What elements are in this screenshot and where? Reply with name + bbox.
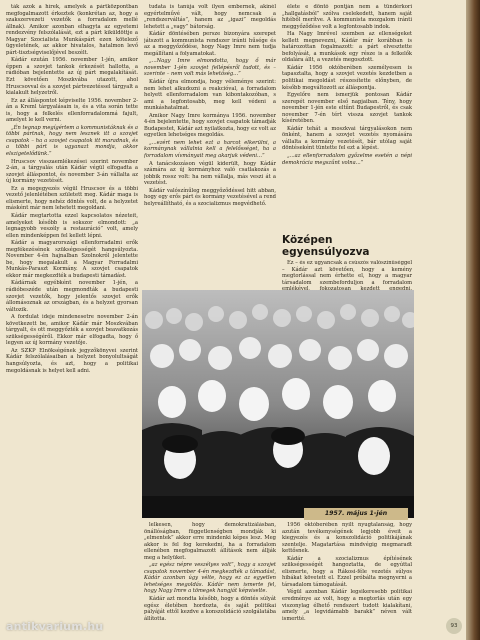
paragraph: Ha Nagy Imrével szemben az ellenségeket kellett megnevezni, Kádár már korábban is határozottan fogalmazott: a párt elvesztette befolyását, a munkások egy része is a felkelők oldalára állt, a vezetés megosztott.	[282, 31, 412, 64]
paragraph: 1956 októberében nyílt nyugtalanság, hogy azután tevékenységének legjobb éveit a kiegyezés és a konszolidáció politikájának szentelje. Magatartása mindvégig megmaradt kettősnek.	[282, 522, 412, 555]
paragraph: Egyelőre nem ismerjük pontosan Kádár szerepét november első napjaiban. Tény, hogy november 1-jén este eltűnt Budapestről, és csak november 7-én tért vissza szovjet tankok kíséretében.	[282, 92, 412, 125]
paragraph: Kádár 1956 októberében személyesen is tapasztalta, hogy a szovjet vezetés kezdetben a politikai megoldást részesítette előnyben, de később megváltozott az álláspontja.	[282, 64, 412, 91]
paragraph: Kádár azt mondta később, hogy a döntés súlyát egész életében hordozta, és saját politikai pályáját ettől kezdve a konszolidáció szolgálatába állította.	[144, 596, 276, 622]
paragraph: Hruscsov visszaemlékezései szerint november 2-án, a tárgyalás után Kádár végül elfogadta a szovjet álláspontot, és november 3-án vállalta az új kormány vezetését.	[6, 158, 138, 185]
paragraph: tudata is tanúja volt ilyen embernek, akinél egyértelművé vált, hogy nemcsak a „rendszerváltás”, hanem az „igazi” megoldás lehetett a „vagy” bátorság.	[144, 4, 276, 30]
paragraph: Kádár a szocializmus építésének szükségességét hangoztatta, de egyúttal elismerte, hogy a Rákosi-féle vezetés súlyos hibákat követett el. Ezzel próbálta megnyerni a társadalom támogatását.	[282, 555, 412, 588]
paragraph: Az SZKP Elnökségének jegyzőkönyvei szerint Kádár felszólalásaiban a helyzet bonyolultságát hangsúlyozta, és azt, hogy a politikai megoldásnak is helyet kell adni.	[6, 347, 138, 374]
paragraph: Ez – és ez ugyancsak a csúszós valószínűséggel – Kádár azt követően, hogy a kemény megtorlással nem érhette el, hogy a magyar társadalom szembeforduljon a forradalom	[282, 260, 412, 286]
paragraph: Ez az álláspontot képviselte 1956. november 2-án a Kreml tárgyalásain is, és a vita során tette is, hogy a felkelés ellenforradalommá fajult, amelyet le kell verni.	[6, 97, 138, 124]
text-column-1	[6, 4, 138, 634]
quote-paragraph: „...Nagy Imre elmondotta, hogy ő már november 1-jén szovjet fellépésről tudott, és – szerinte – nem volt más lehetőség...”	[144, 58, 276, 78]
text-column-2	[144, 4, 276, 286]
paragraph: Kádár megtartotta ezzel kapcsolatos nézeteit, amelyeket később is sokszor elmondott: „a legnagyobb veszély a restauráció” volt, amely ellen mindenképpen fel kellett lépni.	[6, 212, 138, 239]
paragraph: lelkesen, hogy demokratizálásban, önállóságban, függetlenségben mondják ki „elmentek” akkor erre mindenki képes lesz. Meg akkor is fel fog kerekedni, ha a forradalom ellenében megfogalmazott állítások nem állják meg a helyüket.	[144, 522, 276, 561]
paragraph: Amikor Nagy Imre kormánya 1956. november 4-én bejelentette, hogy szovjet csapatok támadják Budapestet, Kádár azt nyilatkozta, hogy ez volt az egyetlen lehetséges megoldás.	[144, 112, 276, 139]
paragraph: Kádár valószínűleg meggyőződéssel hitt abban, hogy egy erős párt és kormány vezetésével a rend helyreállítható, és a szocializmus megvédhető.	[144, 187, 276, 207]
text-column-5	[144, 522, 276, 636]
paragraph: Kádár tehát a moszkvai tárgyalásokon nem önként, hanem a szovjet vezetés nyomására vállalta a kormány vezetését, bár utólag saját döntéseként tüntette fel ezt a lépést.	[282, 125, 412, 152]
quote-paragraph: „...az ellenforradalom győzelme esetén a népi demokrácia megszűnt volna...”	[282, 153, 412, 166]
paragraph: Kádárnak egyébként november 1-jén, a rádióbeszéde után megmondták a budapesti szovjet vezetők, hogy jelentős szovjet erők állomásoznak az országban, és a helyzet gyorsan változik.	[6, 280, 138, 313]
text-column-6	[282, 522, 412, 636]
paragraph: A fordulat ideje mindenesetre november 2-án következett be, amikor Kádár már Moszkvában tárgyalt, és ott meggyőzték a szovjet beavatkozás szükségességéről. Ekkor már elfogadta, hogy ő legyen az új kormány vezetője.	[6, 314, 138, 347]
page-number: 93	[446, 618, 462, 634]
paragraph: Kádár ezután 1956. november 1-jén, amikor éppen a szovjet tankok érkezését hallotta, a rádióban bejelentette az új párt megalakítását. Ezt követően Moszkvába utazott, ahol Hruscsovval és a szovjet pártvezetéssel tárgyalt a kialakult helyzetről.	[6, 57, 138, 97]
paragraph: ták azok a hírek, amelyek a pártközpontban megfogalmazott érkeztek (konkrétan az, hogy a szakszervezeti vezetők a forradalom mellé állnak). Amikor azonban elhagyta az egyetemi rendezvény felszólalását, ezt a párt kiküldöttje a Magyar Szocialista Munkáspárt ezen kötelező ügyeletének, az akkor hivatalos, hatalmon levő párt-tisztségviselőjével beszélt.	[6, 4, 138, 56]
quote-paragraph: „az egész népre veszélyes volt”, hogy a szovjet csapatok november 4-én megkezdték a támadást, Kádár azonban úgy vélte, hogy ez az egyetlen lehetséges megoldás. Kádár nem ismerte fel, hogy Nagy Imre a tömegek hangját képviselte.	[144, 562, 276, 595]
book-spine-edge	[466, 0, 480, 640]
paragraph: Kádár újra elmondja, hogy véleménye szerint: nem lehet alkudozni a reakcióval, a forradalom helyett ellenforradalom van kibontakozóban, s ami a legfontosabb, meg kell védeni a munkáshatalmat.	[144, 79, 276, 112]
paragraph: Végül azonban Kádár legsikeresebb politikai eredménye az volt, hogy a megtorlás után egy viszonylag élhető rendszert tudott kialakítani, amely „a legvidámabb barakk” néven vált ismertté.	[282, 589, 412, 622]
quote-paragraph: „...ezért nem lehet ezt a harcot elkerülni, a kormánynak vállalnia kell a felelősséget, ha a forradalom vívmányait meg akarjuk védeni...”	[144, 139, 276, 160]
quote-paragraph: „Én tegnap megígértem a kommunistáknak és a többi pártnak, hogy nem lesznek itt a szovjet csapatok – ha a szovjet csapatok itt maradnak, és a többi párt is ugyanazt mondja, akkor elszigetelődünk.”	[6, 124, 138, 158]
paragraph: élete e döntő pontján nem a tündérkori „hallgatásból” szólva cselekedett, hanem saját hitéből merítve. A kommunista mozgalom iránti meggyőződése volt a legfontosabb indok.	[282, 4, 412, 30]
paragraph: Kádár a magyarországi ellenforradalmi erők megfékezésének szükségességét hangsúlyozta. November 4-én hajnalban Szolnokról jelentette be, hogy megalakult a Magyar Forradalmi Munkás-Paraszt Kormány. A szovjet csapatok ekkor már megkezdték a budapesti támadást.	[6, 240, 138, 279]
paragraph: Kádár döntésében persze bizonyára szerepet játszott a kommunista rendszer iránti hűsége és az a meggyőződése, hogy Nagy Imre nem tudja megállítani a folyamatokat.	[144, 31, 276, 57]
crowd-photo	[142, 290, 414, 518]
paragraph: A tanácskozáson végül kiderült, hogy Kádár számára az új kormányhoz való csatlakozás a jobbik rossz volt: ha nem vállalja, más veszi át a vezetést.	[144, 160, 276, 187]
watermark-text: antikvarium.hu	[6, 620, 104, 633]
paragraph: Ez a megegyezés végül Hruscsov és a többi vezető jelenlétében született meg. Kádár maga is elismerte, hogy nehéz döntés volt, de a helyzetet másként már nem lehetett megoldani.	[6, 185, 138, 212]
photo-caption: 1957. május 1-jén	[304, 508, 408, 520]
section-heading: Középen egyensúlyozva	[282, 234, 370, 258]
crowd-photo-illustration	[142, 290, 414, 518]
text-column-3	[282, 4, 412, 232]
